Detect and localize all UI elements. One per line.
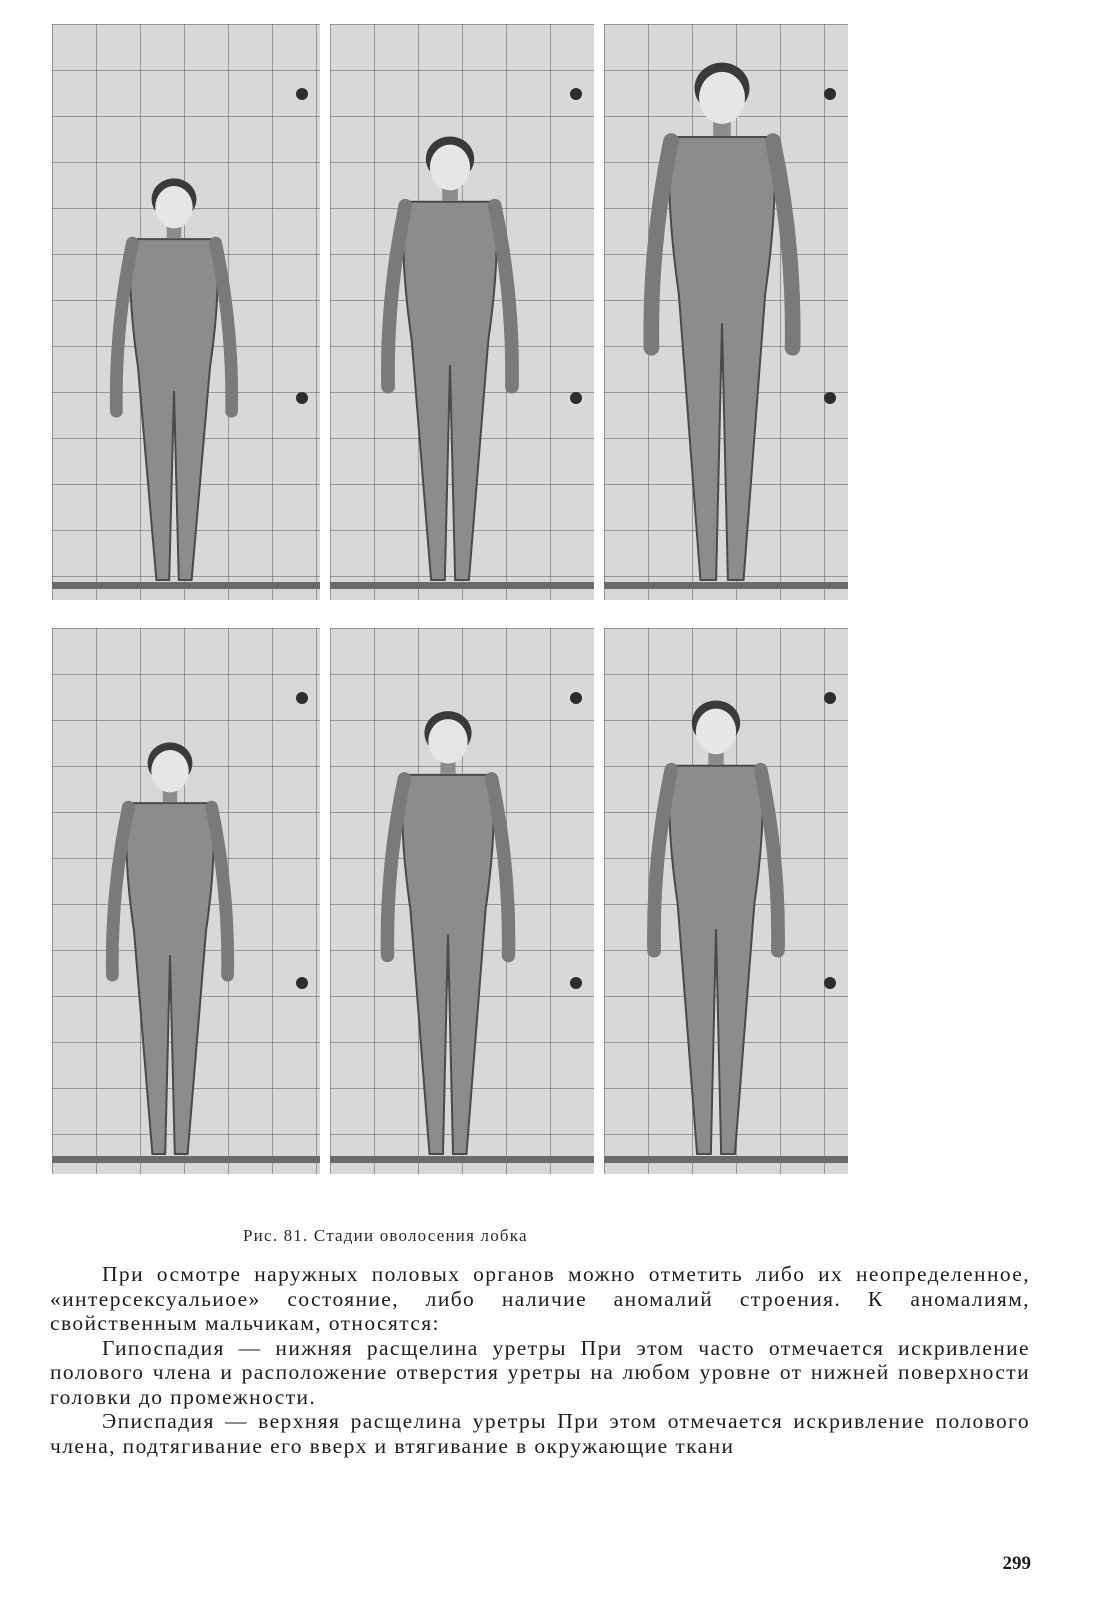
figure-silhouette — [330, 24, 594, 600]
figure-silhouette — [604, 24, 848, 600]
height-marker — [824, 88, 836, 100]
floor-line — [604, 1156, 848, 1163]
height-marker — [296, 977, 308, 989]
left-arm — [651, 141, 671, 348]
floor-line — [330, 1156, 594, 1163]
height-marker — [570, 392, 582, 404]
body-shape — [403, 202, 496, 580]
photo-panel-stage-2 — [330, 24, 594, 600]
figure-silhouette — [330, 628, 594, 1174]
photo-panel-stage-3 — [604, 24, 848, 600]
floor-line — [52, 1156, 320, 1163]
left-arm — [388, 206, 405, 387]
height-marker — [824, 692, 836, 704]
figure-caption: Рис. 81. Стадии оволосения лобка — [243, 1226, 528, 1245]
body-text — [50, 1262, 1030, 1458]
left-arm — [654, 770, 671, 951]
photo-panel-stage-6 — [604, 628, 848, 1174]
photo-panel-stage-1 — [52, 24, 320, 600]
face-blank — [699, 72, 745, 124]
face-blank — [430, 145, 470, 191]
figure-silhouette — [604, 628, 848, 1174]
body-shape — [669, 137, 775, 580]
right-arm — [492, 779, 509, 956]
right-arm — [216, 243, 232, 411]
height-marker — [570, 977, 582, 989]
height-marker — [296, 88, 308, 100]
paragraph-hypospadias: Гипоспадия — нижняя расщелина уретры При этом часто отмечается искривление полового члена и расположение отверстия уретры на любом уровне от нижней поверхности головки до промежности. — [50, 1335, 1030, 1409]
figure-pubic-hair-stages — [52, 24, 848, 1174]
right-arm — [761, 770, 778, 951]
photo-panel-stage-5 — [330, 628, 594, 1174]
floor-line — [604, 582, 848, 589]
left-arm — [387, 779, 404, 956]
left-arm — [116, 243, 132, 411]
floor-line — [52, 582, 320, 589]
paragraph-epispadias: Эписпадия — верхняя расщелина уретры При этом отмечается искривление полового члена, подтягивание его вверх и втягивание в окружающие ткани — [50, 1409, 1030, 1458]
face-blank — [696, 709, 736, 755]
left-arm — [112, 807, 128, 975]
right-arm — [773, 141, 793, 348]
height-marker — [296, 692, 308, 704]
height-marker — [824, 392, 836, 404]
height-marker — [570, 88, 582, 100]
face-blank — [155, 186, 192, 228]
floor-line — [330, 582, 594, 589]
body-shape — [402, 775, 493, 1154]
figure-silhouette — [52, 24, 320, 600]
paragraph-intro: При осмотре наружных половых органов можно отметить либо их неопределенное, «интерсексуальиое» состояние, либо наличие аномалий строения. К аномалиям, свойственным мальчикам, относятся: — [50, 1262, 1030, 1335]
figure-silhouette — [52, 628, 320, 1174]
height-marker — [824, 977, 836, 989]
body-shape — [130, 239, 217, 580]
face-blank — [151, 750, 188, 792]
right-arm — [212, 807, 228, 975]
page-number: 299 — [1002, 1553, 1031, 1574]
height-marker — [296, 392, 308, 404]
face-blank — [428, 719, 467, 764]
photo-panel-stage-4 — [52, 628, 320, 1174]
height-marker — [570, 692, 582, 704]
body-shape — [126, 803, 213, 1154]
body-shape — [669, 766, 762, 1154]
right-arm — [495, 206, 512, 387]
